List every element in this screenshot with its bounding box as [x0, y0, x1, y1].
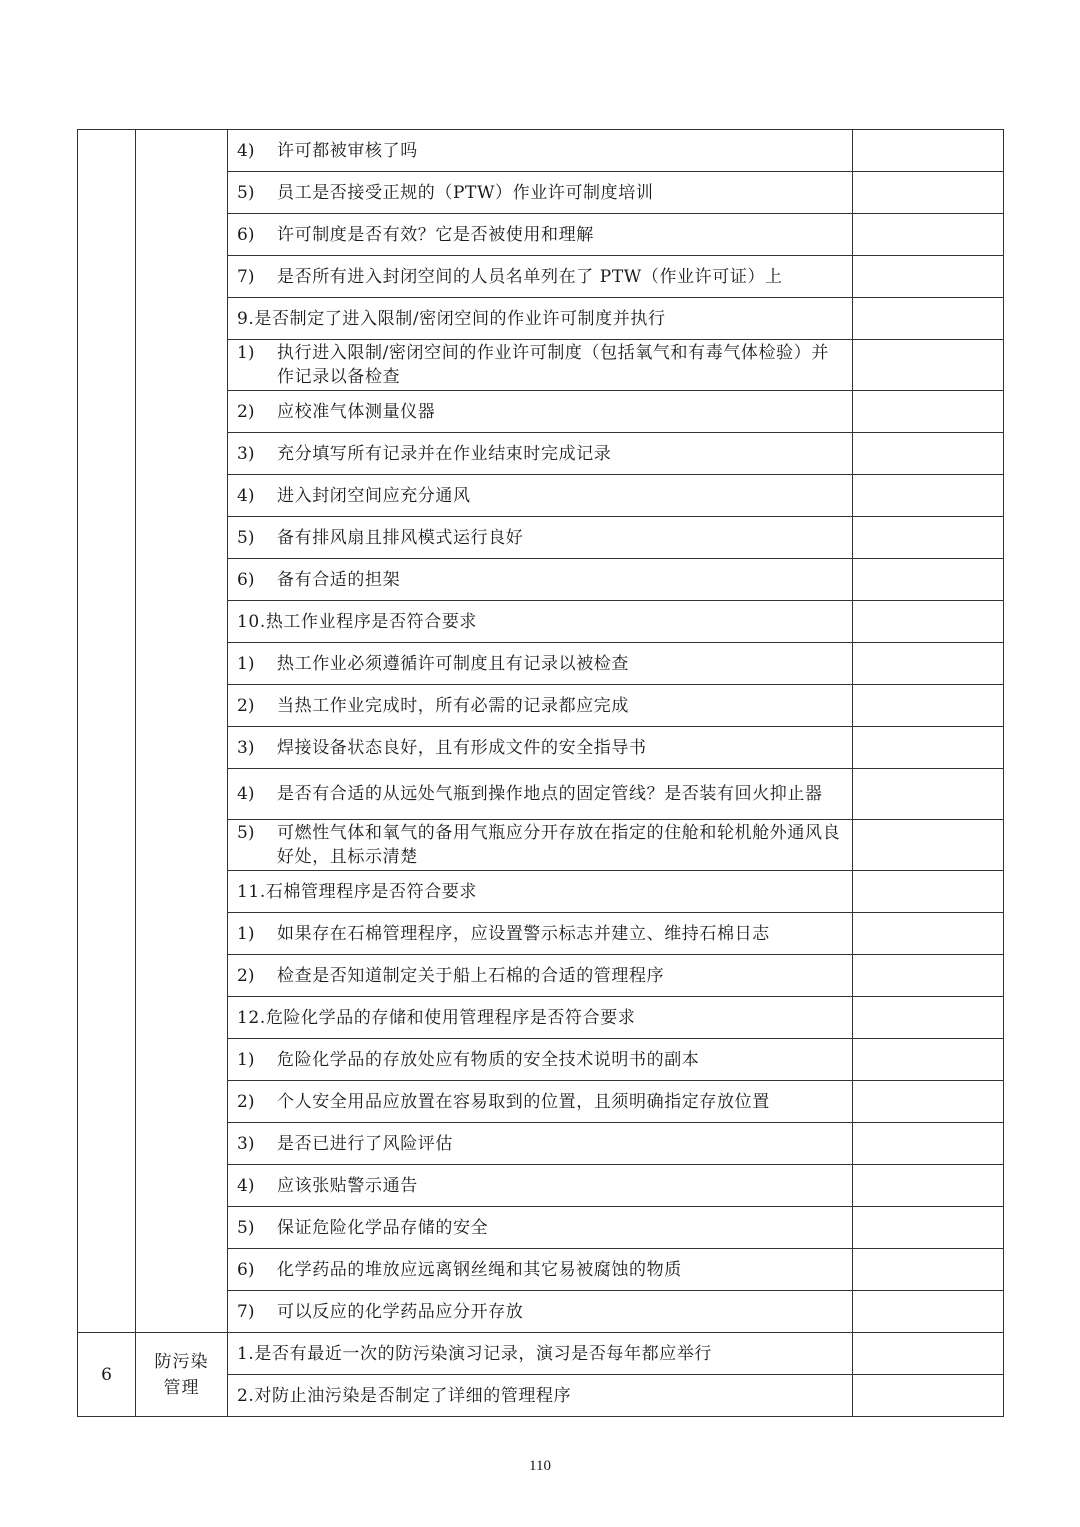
- result-cell: [853, 433, 1004, 475]
- item-text: 个人安全用品应放置在容易取到的位置，且须明确指定存放位置: [277, 1091, 770, 1112]
- item-text: 备有合适的担架: [277, 569, 401, 590]
- item-number: 4): [237, 485, 255, 506]
- item-text: 焊接设备状态良好，且有形成文件的安全指导书: [277, 737, 647, 758]
- item-cell: [228, 871, 853, 913]
- item-text: 危险化学品的存放处应有物质的安全技术说明书的副本: [277, 1049, 700, 1070]
- item-cell: [228, 1123, 853, 1165]
- result-cell: [853, 871, 1004, 913]
- item-cell: [228, 1375, 853, 1417]
- item-text: 应该张贴警示通告: [277, 1175, 418, 1196]
- item-cell: [228, 391, 853, 433]
- result-cell: [853, 475, 1004, 517]
- item-cell: [228, 727, 853, 769]
- result-cell: [853, 256, 1004, 298]
- item-cell: [228, 256, 853, 298]
- item-number: 1): [237, 653, 255, 674]
- item-text: 化学药品的堆放应远离钢丝绳和其它易被腐蚀的物质: [277, 1259, 682, 1280]
- item-number: 3): [237, 1133, 255, 1154]
- item-text: 当热工作业完成时，所有必需的记录都应完成: [277, 695, 629, 716]
- checklist-heading-row: [78, 1333, 1004, 1375]
- section-name: 防污染管理: [154, 1351, 209, 1398]
- item-text: 可燃性气体和氧气的备用气瓶应分开存放在指定的住舱和轮机舱外通风良好处，且标示清楚: [277, 823, 841, 867]
- item-text: 备有排风扇且排风模式运行良好: [277, 527, 524, 548]
- result-cell: [853, 601, 1004, 643]
- item-text: 是否有合适的从远处气瓶到操作地点的固定管线？是否装有回火抑止器: [277, 784, 823, 804]
- item-number: 5): [237, 1217, 255, 1238]
- item-text: 充分填写所有记录并在作业结束时完成记录: [277, 443, 612, 464]
- item-number: 6): [237, 1259, 255, 1280]
- item-number: 7): [237, 1301, 255, 1322]
- item-text: 是否所有进入封闭空间的人员名单列在了 PTW（作业许可证）上: [277, 266, 783, 287]
- section-number: 6: [101, 1364, 112, 1385]
- item-number: 4): [237, 1175, 255, 1196]
- result-cell: [853, 1333, 1004, 1375]
- item-number: 2): [237, 401, 255, 422]
- item-cell: [228, 559, 853, 601]
- result-cell: [853, 517, 1004, 559]
- result-cell: [853, 643, 1004, 685]
- item-cell: [228, 1249, 853, 1291]
- item-number: 5): [237, 527, 255, 548]
- item-number: 2): [237, 1091, 255, 1112]
- item-cell: [228, 601, 853, 643]
- item-cell: [228, 769, 853, 820]
- checklist-heading: 9.是否制定了进入限制/密闭空间的作业许可制度并执行: [237, 308, 666, 329]
- item-number: 2): [237, 965, 255, 986]
- section-name-cell: [136, 1333, 228, 1417]
- result-cell: [853, 130, 1004, 172]
- item-text: 进入封闭空间应充分通风: [277, 485, 471, 506]
- item-number: 5): [237, 182, 255, 203]
- result-cell: [853, 559, 1004, 601]
- item-text: 许可制度是否有效？它是否被使用和理解: [277, 224, 594, 245]
- item-cell: [228, 214, 853, 256]
- checklist-heading: 10.热工作业程序是否符合要求: [237, 611, 478, 632]
- checklist-item-row: [78, 130, 1004, 172]
- item-cell: [228, 130, 853, 172]
- result-cell: [853, 1291, 1004, 1333]
- item-number: 5): [237, 823, 255, 843]
- checklist-heading: 2.对防止油污染是否制定了详细的管理程序: [237, 1385, 572, 1406]
- result-cell: [853, 913, 1004, 955]
- item-number: 3): [237, 443, 255, 464]
- item-text: 如果存在石棉管理程序，应设置警示标志并建立、维持石棉日志: [277, 923, 770, 944]
- item-number: 1): [237, 1049, 255, 1070]
- section-name-cell: [136, 130, 228, 1333]
- item-cell: [228, 955, 853, 997]
- inspection-checklist-table: [77, 129, 1004, 1417]
- result-cell: [853, 340, 1004, 391]
- result-cell: [853, 1165, 1004, 1207]
- item-cell: [228, 1207, 853, 1249]
- result-cell: [853, 955, 1004, 997]
- result-cell: [853, 820, 1004, 871]
- item-number: 1): [237, 923, 255, 944]
- item-text: 许可都被审核了吗: [277, 140, 418, 161]
- item-cell: [228, 643, 853, 685]
- item-number: 1): [237, 343, 255, 363]
- result-cell: [853, 1249, 1004, 1291]
- result-cell: [853, 997, 1004, 1039]
- result-cell: [853, 769, 1004, 820]
- item-cell: [228, 997, 853, 1039]
- item-cell: [228, 820, 853, 871]
- item-number: 6): [237, 224, 255, 245]
- item-cell: [228, 172, 853, 214]
- result-cell: [853, 391, 1004, 433]
- item-cell: [228, 685, 853, 727]
- item-cell: [228, 298, 853, 340]
- item-cell: [228, 517, 853, 559]
- item-cell: [228, 340, 853, 391]
- result-cell: [853, 172, 1004, 214]
- result-cell: [853, 1081, 1004, 1123]
- item-text: 热工作业必须遵循许可制度且有记录以被检查: [277, 653, 629, 674]
- item-cell: [228, 433, 853, 475]
- item-number: 3): [237, 737, 255, 758]
- item-cell: [228, 1039, 853, 1081]
- item-number: 4): [237, 140, 255, 161]
- section-number-cell: [78, 1333, 136, 1417]
- result-cell: [853, 1207, 1004, 1249]
- item-number: 7): [237, 266, 255, 287]
- item-cell: [228, 1333, 853, 1375]
- checklist-heading: 11.石棉管理程序是否符合要求: [237, 881, 478, 902]
- result-cell: [853, 214, 1004, 256]
- result-cell: [853, 1039, 1004, 1081]
- checklist-heading: 12.危险化学品的存储和使用管理程序是否符合要求: [237, 1007, 636, 1028]
- result-cell: [853, 298, 1004, 340]
- item-cell: [228, 1165, 853, 1207]
- result-cell: [853, 1375, 1004, 1417]
- result-cell: [853, 685, 1004, 727]
- item-text: 执行进入限制/密闭空间的作业许可制度（包括氧气和有毒气体检验）并作记录以备检查: [277, 343, 829, 387]
- item-cell: [228, 913, 853, 955]
- item-text: 是否已进行了风险评估: [277, 1133, 453, 1154]
- result-cell: [853, 727, 1004, 769]
- item-text: 可以反应的化学药品应分开存放: [277, 1301, 524, 1322]
- section-number-cell: [78, 130, 136, 1333]
- item-text: 保证危险化学品存储的安全: [277, 1217, 489, 1238]
- item-cell: [228, 475, 853, 517]
- page-number: 110: [529, 1458, 551, 1474]
- item-number: 6): [237, 569, 255, 590]
- result-cell: [853, 1123, 1004, 1165]
- item-text: 检查是否知道制定关于船上石棉的合适的管理程序: [277, 965, 665, 986]
- item-number: 2): [237, 695, 255, 716]
- item-number: 4): [237, 784, 255, 804]
- item-cell: [228, 1291, 853, 1333]
- checklist-heading: 1.是否有最近一次的防污染演习记录，演习是否每年都应举行: [237, 1343, 713, 1364]
- item-text: 员工是否接受正规的（PTW）作业许可制度培训: [277, 182, 654, 203]
- item-text: 应校准气体测量仪器: [277, 401, 436, 422]
- item-cell: [228, 1081, 853, 1123]
